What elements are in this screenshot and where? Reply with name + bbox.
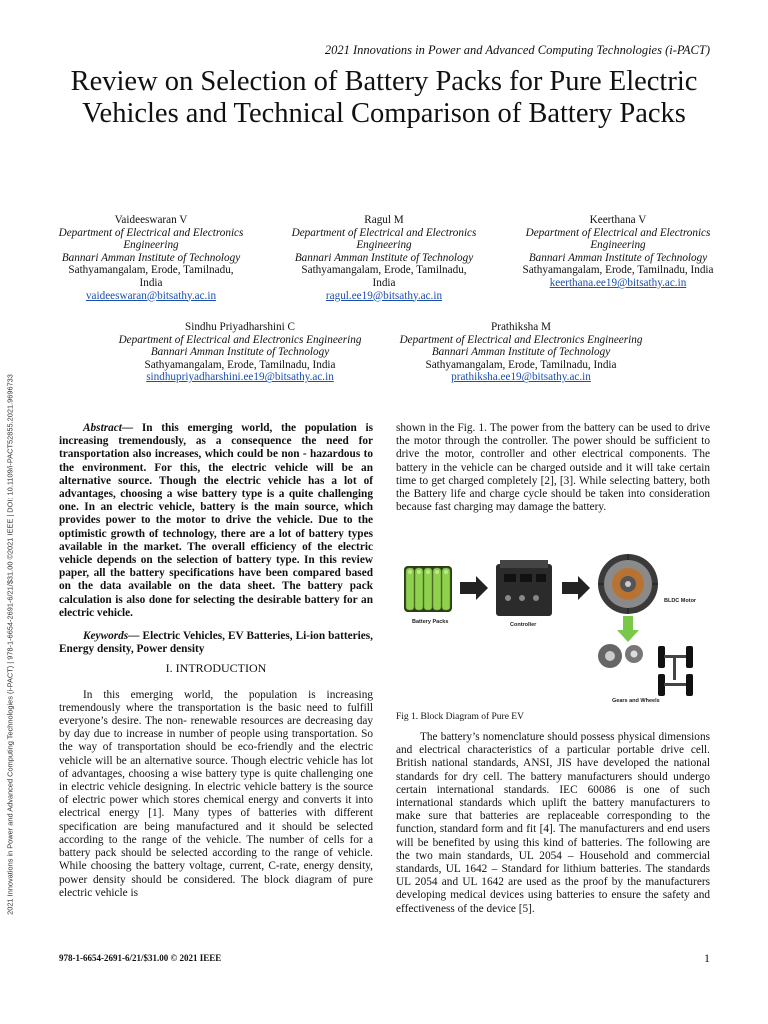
footer-isbn: 978-1-6654-2691-6/21/$31.00 © 2021 IEEE: [59, 953, 222, 963]
author-dept: Department of Electrical and Electronics Engineering: [291, 226, 477, 252]
left-column: [59, 422, 373, 900]
figure-label-motor: BLDC Motor: [664, 598, 697, 604]
author-place: Sathyamangalam, Erode, Tamilnadu, India: [68, 264, 234, 289]
keywords-text: Electric Vehicles, EV Batteries, Li-ion batteries, Energy density, Power density: [59, 630, 373, 656]
author-email-link[interactable]: ragul.ee19@bitsathy.ac.in: [325, 289, 443, 302]
author-place: Sathyamangalam, Erode, Tamilnadu, India: [144, 358, 336, 371]
body-paragraph: shown in the Fig. 1. The power from the battery can be used to drive the motor through the controller. The power should be sufficient to drive the motor, controller and other electrical components. The battery in the vehicle can be charged outside and it will take certain time to get charged completely [2], [3]. While selecting battery, both the Battery life and charge cycle should be taken into consideration because fast charging may damage the battery.: [396, 422, 710, 514]
author-email-link[interactable]: keerthana.ee19@bitsathy.ac.in: [549, 276, 687, 289]
author-block-4: [104, 321, 376, 384]
author-block-5: [388, 321, 654, 384]
author-block-2: [290, 214, 478, 302]
arrow-right-icon: [562, 576, 590, 600]
author-place: Sathyamangalam, Erode, Tamilnadu, India: [425, 358, 617, 371]
author-email-link[interactable]: vaideeswaran@bitsathy.ac.in: [85, 289, 217, 302]
paper-title: Review on Selection of Battery Packs for Pure Electric Vehicles and Technical Comparison of Battery Packs: [70, 66, 698, 129]
author-email-link[interactable]: prathiksha.ee19@bitsathy.ac.in: [451, 371, 591, 384]
author-block-3: [520, 214, 716, 290]
author-dept: Department of Electrical and Electronics Engineering: [399, 333, 643, 346]
page-number: 1: [704, 951, 710, 965]
author-name: Vaideeswaran V: [114, 214, 188, 226]
author-email-link[interactable]: sindhupriyadharshini.ee19@bitsathy.ac.in: [146, 371, 334, 384]
author-place: Sathyamangalam, Erode, Tamilnadu, India: [522, 264, 714, 277]
side-identifier: 2021 Innovations in Power and Advanced Computing Technologies (i-PACT) | 978-1-6654-2691-6/21/$31.00 ©2021 IEEE | DOI: 10.1109/i-PACT52855.2021.9696733: [5, 374, 15, 915]
author-dept: Department of Electrical and Electronics Engineering: [525, 226, 711, 252]
author-institute: Bannari Amman Institute of Technology: [431, 346, 611, 359]
author-institute: Bannari Amman Institute of Technology: [528, 251, 708, 264]
author-name: Keerthana V: [589, 214, 647, 226]
author-institute: Bannari Amman Institute of Technology: [150, 346, 330, 359]
bldc-motor-icon: [598, 554, 658, 614]
intro-paragraph: In this emerging world, the population is increasing tremendously where the transportation is the basic need to fulfill everyone’s desire. The non- renewable resources are decreasing day by day due to increase in number of people using transportation. So the way of transportation should be eco-friendly and the electric vehicle will be an alternative source. Though electric vehicle has lot of advantages, choosing a wise battery type is quite challenging one in electric vehicle designing. In electric vehicle battery is the source of electric power which stores chemical energy and converts it into electrical energy [1]. Many types of batteries with different specification are being manufactured and it should be selected according to the range of the vehicle. The number of cells for a battery pack should be selected according to the range of vehicle. While choosing the battery voltage, current, C-rate, energy density, power density should be considered. The block diagram of pure electric vehicle is: [59, 688, 373, 899]
keywords-label: Keywords—: [83, 630, 140, 643]
author-name: Prathiksha M: [491, 321, 551, 333]
section-heading: I. INTRODUCTION: [165, 661, 267, 676]
author-place: Sathyamangalam, Erode, Tamilnadu, India: [301, 264, 467, 289]
figure-label-gears: Gears and Wheels: [612, 698, 660, 704]
author-institute: Bannari Amman Institute of Technology: [61, 251, 241, 264]
abstract: [59, 422, 373, 620]
abstract-text: In this emerging world, the population is increasing tremendously, as a consequence the need for transportation also increases, which could be non - hazardous to the environment. For this, the electric vehicle will be an alternative source. Though the electric vehicle has a lot of advantages, choosing a wise battery type is a quite challenging one. In an electric vehicle, battery is the main source, which provides power to the motor to drive the vehicle. Due to the optimistic growth of technology, there are a lot of battery types available in the market. The overall efficiency of the electric vehicle depends on the selection of battery type. In this review paper, all the battery specifications have been compared based on the data available on the data sheet. The battery pack calculation is also done for selecting the desirable battery for an electric vehicle.: [59, 422, 373, 619]
author-block-1: [56, 214, 246, 302]
controller-icon: [496, 560, 552, 616]
right-column-bottom: [396, 731, 710, 916]
author-dept: Department of Electrical and Electronics Engineering: [118, 333, 362, 346]
keywords: [59, 630, 373, 656]
arrow-right-icon: [460, 576, 488, 600]
arrow-down-icon: [617, 616, 639, 642]
conference-header: 2021 Innovations in Power and Advanced Computing Technologies (i-PACT): [324, 43, 710, 57]
abstract-label: Abstract—: [83, 422, 134, 434]
author-institute: Bannari Amman Institute of Technology: [294, 251, 474, 264]
body-paragraph: The battery’s nomenclature should possess physical dimensions and electrical characteristics of a particular portable drive cell. British national standards, ANSI, JIS have developed the national standards for dry cell. The battery manufacturers should undergo certain international standards. IEC 60086 is one of such international standards which uplift the battery manufacturers to make sure that batteries are replaceable corresponding to the function, standard form and fit [4]. The manufacturers and end users will be benefited by using this kind of batteries. The following are the two main standards, UL 2054 – Household and commercial standards, UL 1642 – Standard for lithium batteries. The standards UL 2054 and UL 1642 are used as the proof by the manufacturers developing medical devices using batteries to ensure the safety and effectiveness of the device [5].: [396, 731, 710, 915]
author-dept: Department of Electrical and Electronics Engineering: [58, 226, 244, 252]
author-name: Sindhu Priyadharshini C: [184, 321, 295, 333]
figure-caption: Fig 1. Block Diagram of Pure EV: [396, 712, 524, 722]
author-name: Ragul M: [364, 214, 404, 226]
battery-pack-icon: [404, 566, 452, 612]
gears-wheels-icon: [598, 644, 693, 696]
figure-label-controller: Controller: [510, 622, 537, 628]
block-diagram-figure: [396, 544, 710, 706]
figure-label-battery: Battery Packs: [412, 619, 449, 625]
right-column-top: [396, 422, 710, 514]
